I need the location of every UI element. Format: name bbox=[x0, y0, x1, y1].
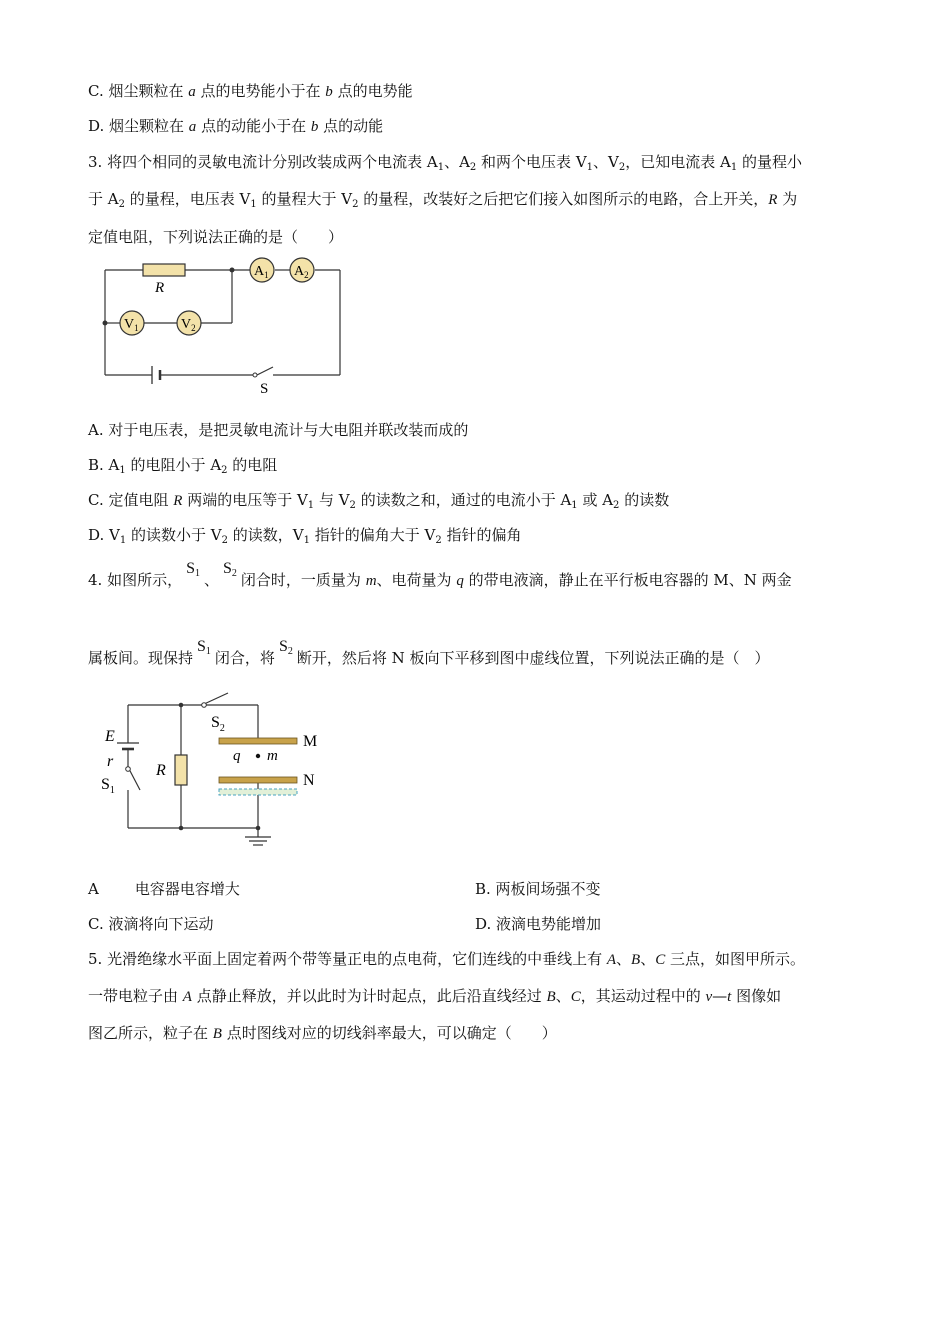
battery-icon bbox=[152, 366, 160, 384]
switch-s2-icon bbox=[202, 703, 207, 708]
q3-stem-line3: 定值电阻，下列说法正确的是（ ） bbox=[88, 228, 344, 246]
label-n-plate: N bbox=[303, 772, 315, 789]
q3-option-c: C. 定值电阻 R 两端的电压等于 $V_1$ 与 $V_2$ 的读数之和，通过的电流小于 $A_1$ 或 $A_2$ 的读数 bbox=[88, 491, 670, 511]
label-s2: $S_2$ bbox=[211, 714, 225, 734]
q4-capacitor-figure bbox=[95, 685, 345, 860]
label-v1: $V_1$ bbox=[124, 317, 139, 333]
q5-stem-line3: 图乙所示，粒子在 B 点时图线对应的切线斜率最大，可以确定（ ） bbox=[88, 1024, 557, 1042]
q5-stem-line1: 5. 光滑绝缘水平面上固定着两个带等量正电的点电荷，它们连线的中垂线上有 A、B、C 三点，如图甲所示。 bbox=[88, 950, 806, 968]
q2-option-d: D. 烟尘颗粒在 a 点的动能小于在 b 点的动能 bbox=[88, 117, 384, 135]
label-e: E bbox=[105, 728, 115, 745]
q4-stem-line2: 属板间。现保持$S_1$ 闭合，将$S_2$ 断开，然后将 N 板向下平移到图中虚线位置，下列说法正确的是（ ） bbox=[88, 638, 770, 667]
switch-s1-icon bbox=[126, 767, 131, 772]
switch-s-icon bbox=[253, 373, 257, 377]
q3-option-b: B. $A_1$ 的电阻小于 $A_2$ 的电阻 bbox=[88, 456, 278, 476]
q3-option-d: D. $V_1$ 的读数小于 $V_2$ 的读数，$V_1$ 指针的偏角大于 $V_2$ 指针的偏角 bbox=[88, 526, 522, 546]
q4-stem-line1: 4. 如图所示，$S_1$ 、$S_2$ 闭合时，一质量为 m、电荷量为 q 的带电液滴，静止在平行板电容器的 M、N 两金 bbox=[88, 560, 792, 589]
label-a1: $A_1$ bbox=[254, 264, 269, 280]
label-r: R bbox=[155, 280, 165, 296]
label-m-plate: M bbox=[303, 733, 318, 750]
resistor-r bbox=[175, 755, 187, 785]
plate-m bbox=[219, 738, 297, 744]
label-a2: $A_2$ bbox=[294, 264, 309, 280]
label-r: R bbox=[156, 762, 166, 779]
plate-n bbox=[219, 777, 297, 783]
plate-n-dashed-position bbox=[219, 789, 297, 795]
q3-stem-line2: 于 $A_2$ 的量程，电压表 $V_1$ 的量程大于 $V_2$ 的量程，改装好之后把它们接入如图所示的电路，合上开关，R 为 bbox=[88, 190, 798, 210]
label-v2: $V_2$ bbox=[181, 317, 196, 333]
source-e-icon bbox=[117, 743, 139, 749]
label-r-internal: r bbox=[107, 753, 114, 770]
q4-option-c: C. 液滴将向下运动 bbox=[88, 915, 214, 933]
label-q: q bbox=[233, 748, 241, 764]
resistor-r bbox=[143, 264, 185, 276]
label-m: m bbox=[267, 748, 278, 764]
label-s1: $S_1$ bbox=[101, 776, 115, 796]
q4-option-d: D. 液滴电势能增加 bbox=[475, 915, 602, 933]
label-s: S bbox=[260, 381, 269, 395]
q3-circuit-figure bbox=[95, 255, 355, 395]
q5-stem-line2: 一带电粒子由 A 点静止释放，并以此时为计时起点，此后沿直线经过 B、C，其运动过程中的 v—t 图像如 bbox=[88, 987, 782, 1005]
q3-option-a: A. 对于电压表，是把灵敏电流计与大电阻并联改装而成的 bbox=[88, 421, 469, 439]
q3-stem-line1: 3. 将四个相同的灵敏电流计分别改装成两个电流表 $A_1$、$A_2$ 和两个电压表 $V_1$、$V_2$，已知电流表 $A_1$ 的量程小 bbox=[88, 153, 803, 173]
droplet bbox=[256, 754, 260, 758]
q4-option-b: B. 两板间场强不变 bbox=[475, 880, 601, 898]
q2-option-c: C. 烟尘颗粒在 a 点的电势能小于在 b 点的电势能 bbox=[88, 82, 413, 100]
q4-option-a: A 电容器电容增大 bbox=[88, 880, 240, 898]
